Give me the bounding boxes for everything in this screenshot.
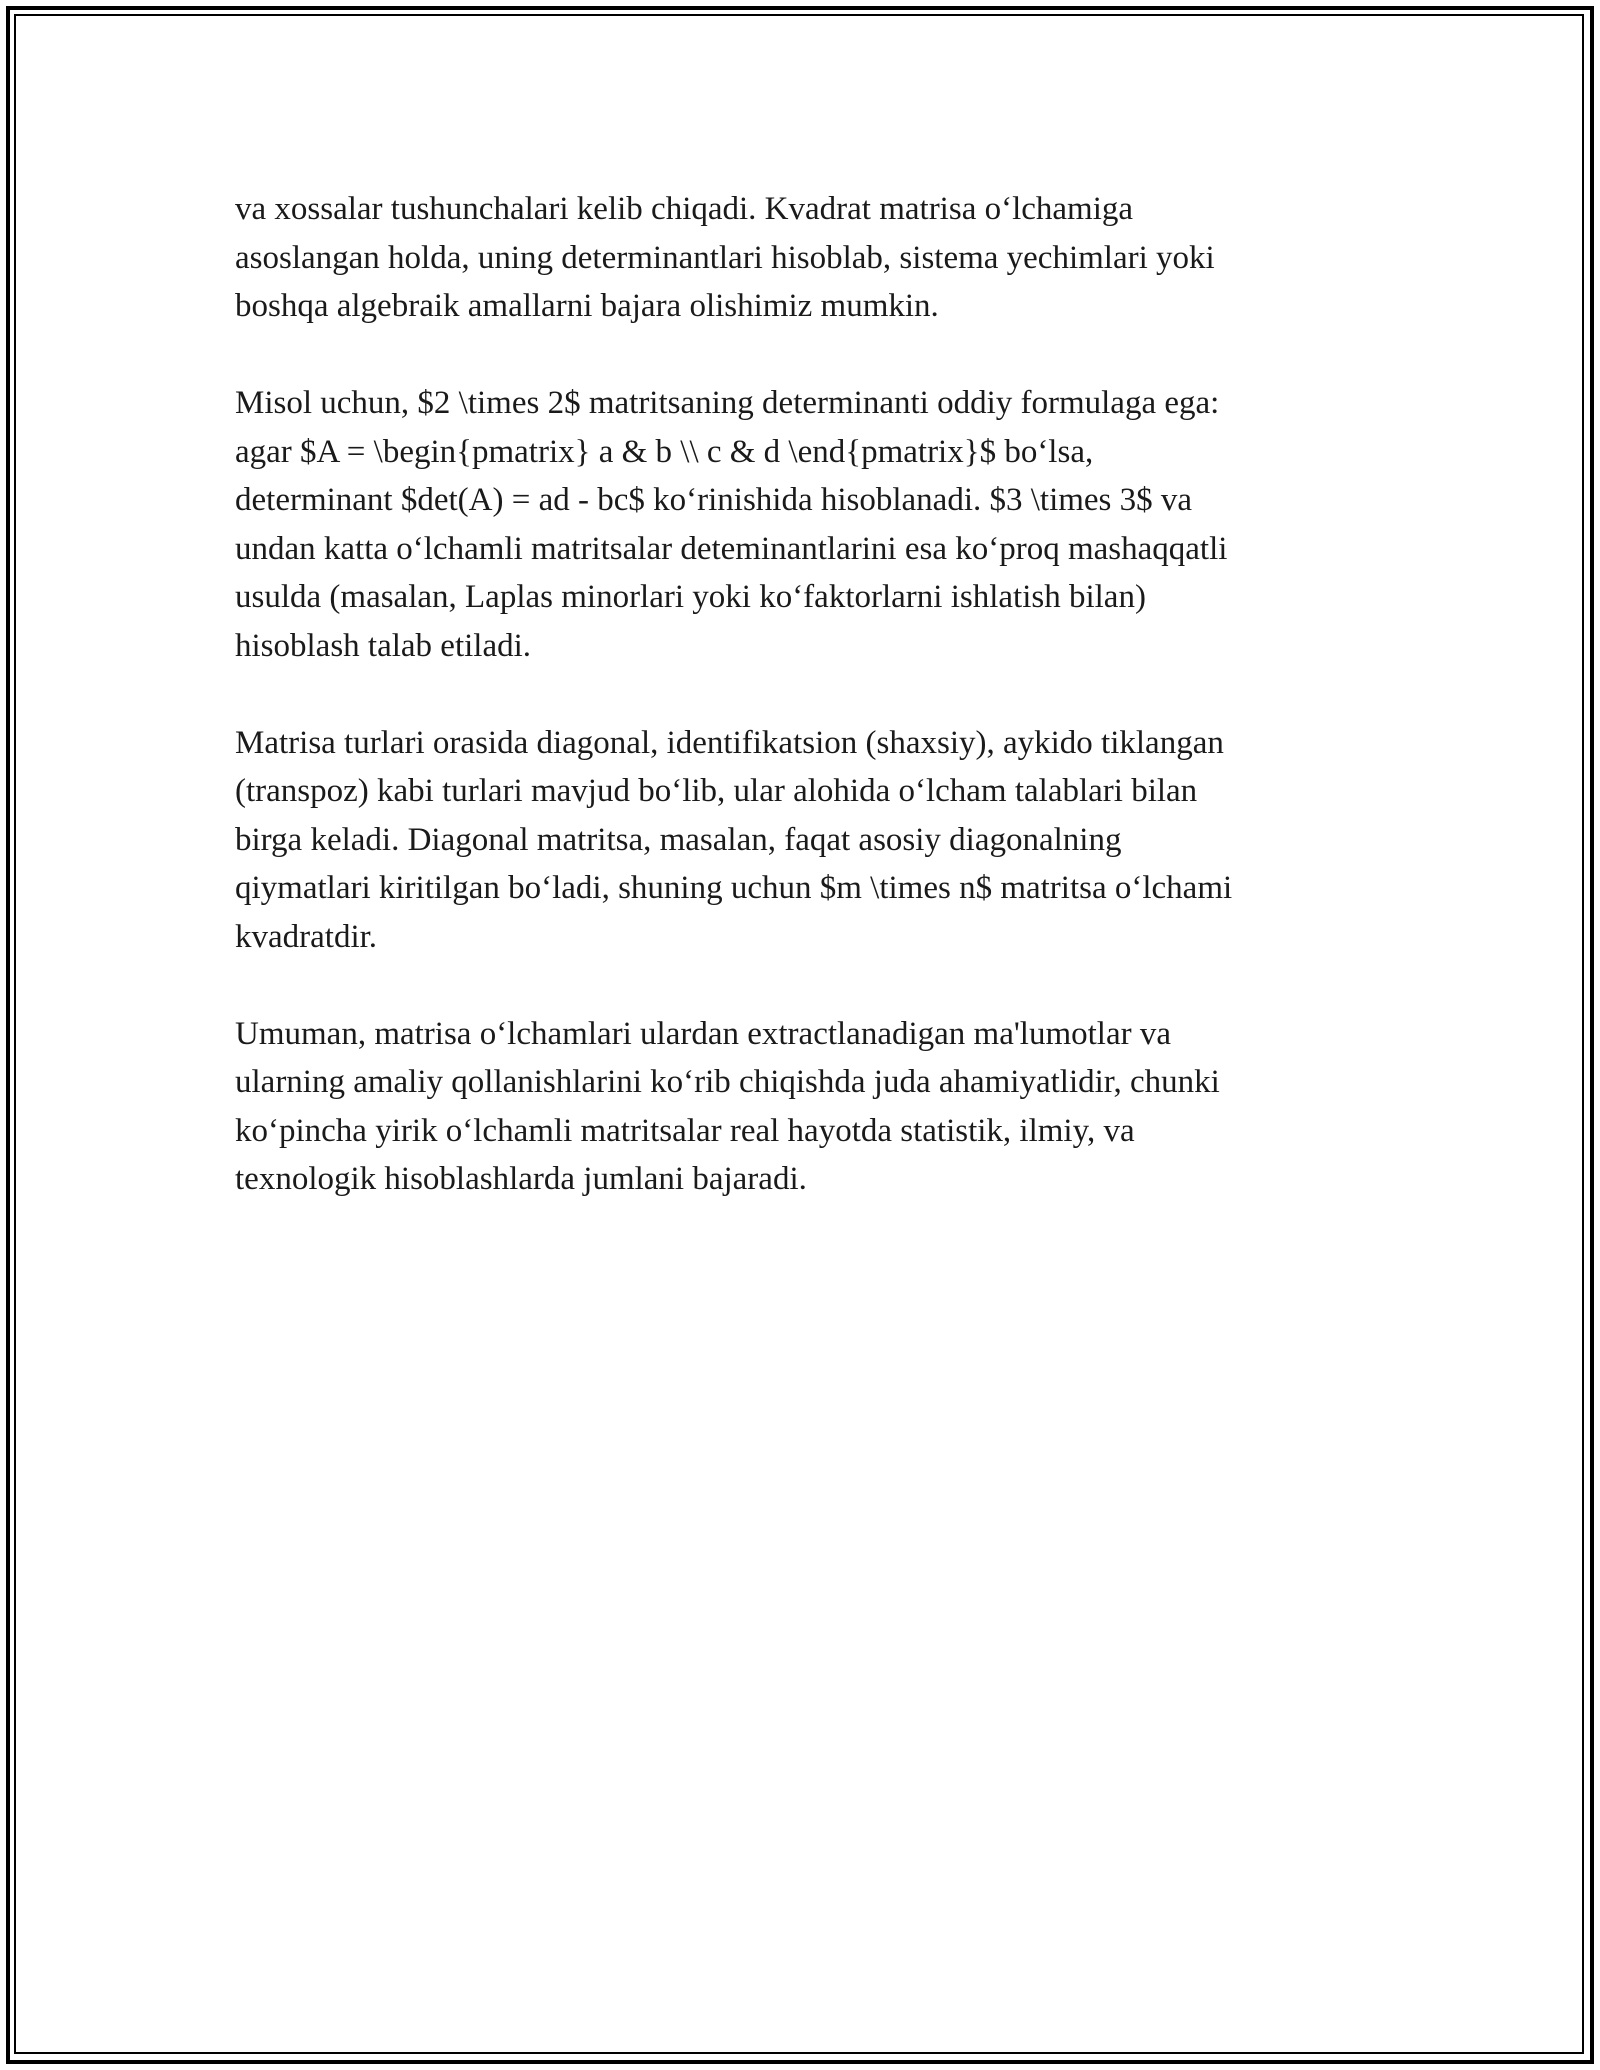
paragraph-3: Matrisa turlari orasida diagonal, identifikatsion (shaxsiy), aykido tiklangan (transpoz) kabi turlari mavjud bo‘lib, ular alohida o‘lcham talablari bilan birga keladi. Diagonal matritsa, masalan, faqat asosiy diagonalning qiymatlari kiritilgan bo‘ladi, shuning uchun $m \times n$ matritsa o‘lchami kvadratdir.: [235, 724, 1233, 955]
paragraph-2: Misol uchun, $2 \times 2$ matritsaning determinanti oddiy formulaga ega: agar $A = \begin{pmatrix} a & b \\ c & d \end{pmatrix}$ bo‘lsa, determinant $det(A) = ad - bc$ ko‘rinishida hisoblanadi. $3 \times 3$ va undan katta o‘lchamli matritsalar deteminantlarini esa ko‘proq mashaqqatli usulda (masalan, Laplas minorlari yoki ko‘faktorlarni ishlatish bilan) hisoblash talab etiladi.: [235, 385, 1228, 664]
document-body: [235, 185, 1375, 1252]
paragraph-1: va xossalar tushunchalari kelib chiqadi. Kvadrat matrisa o‘lchamiga asoslangan holda, uning determinantlari hisoblab, sistema yechimlari yoki boshqa algebraik amallarni bajara olishimiz mumkin.: [235, 191, 1215, 324]
paragraph-4: Umuman, matrisa o‘lchamlari ulardan extractlanadigan ma'lumotlar va ularning amaliy qollanishlarini ko‘rib chiqishda juda ahamiyatlidir, chunki ko‘pincha yirik o‘lchamli matritsalar real hayotda statistik, ilmiy, va texnologik hisoblashlarda jumlani bajaradi.: [235, 1015, 1220, 1197]
